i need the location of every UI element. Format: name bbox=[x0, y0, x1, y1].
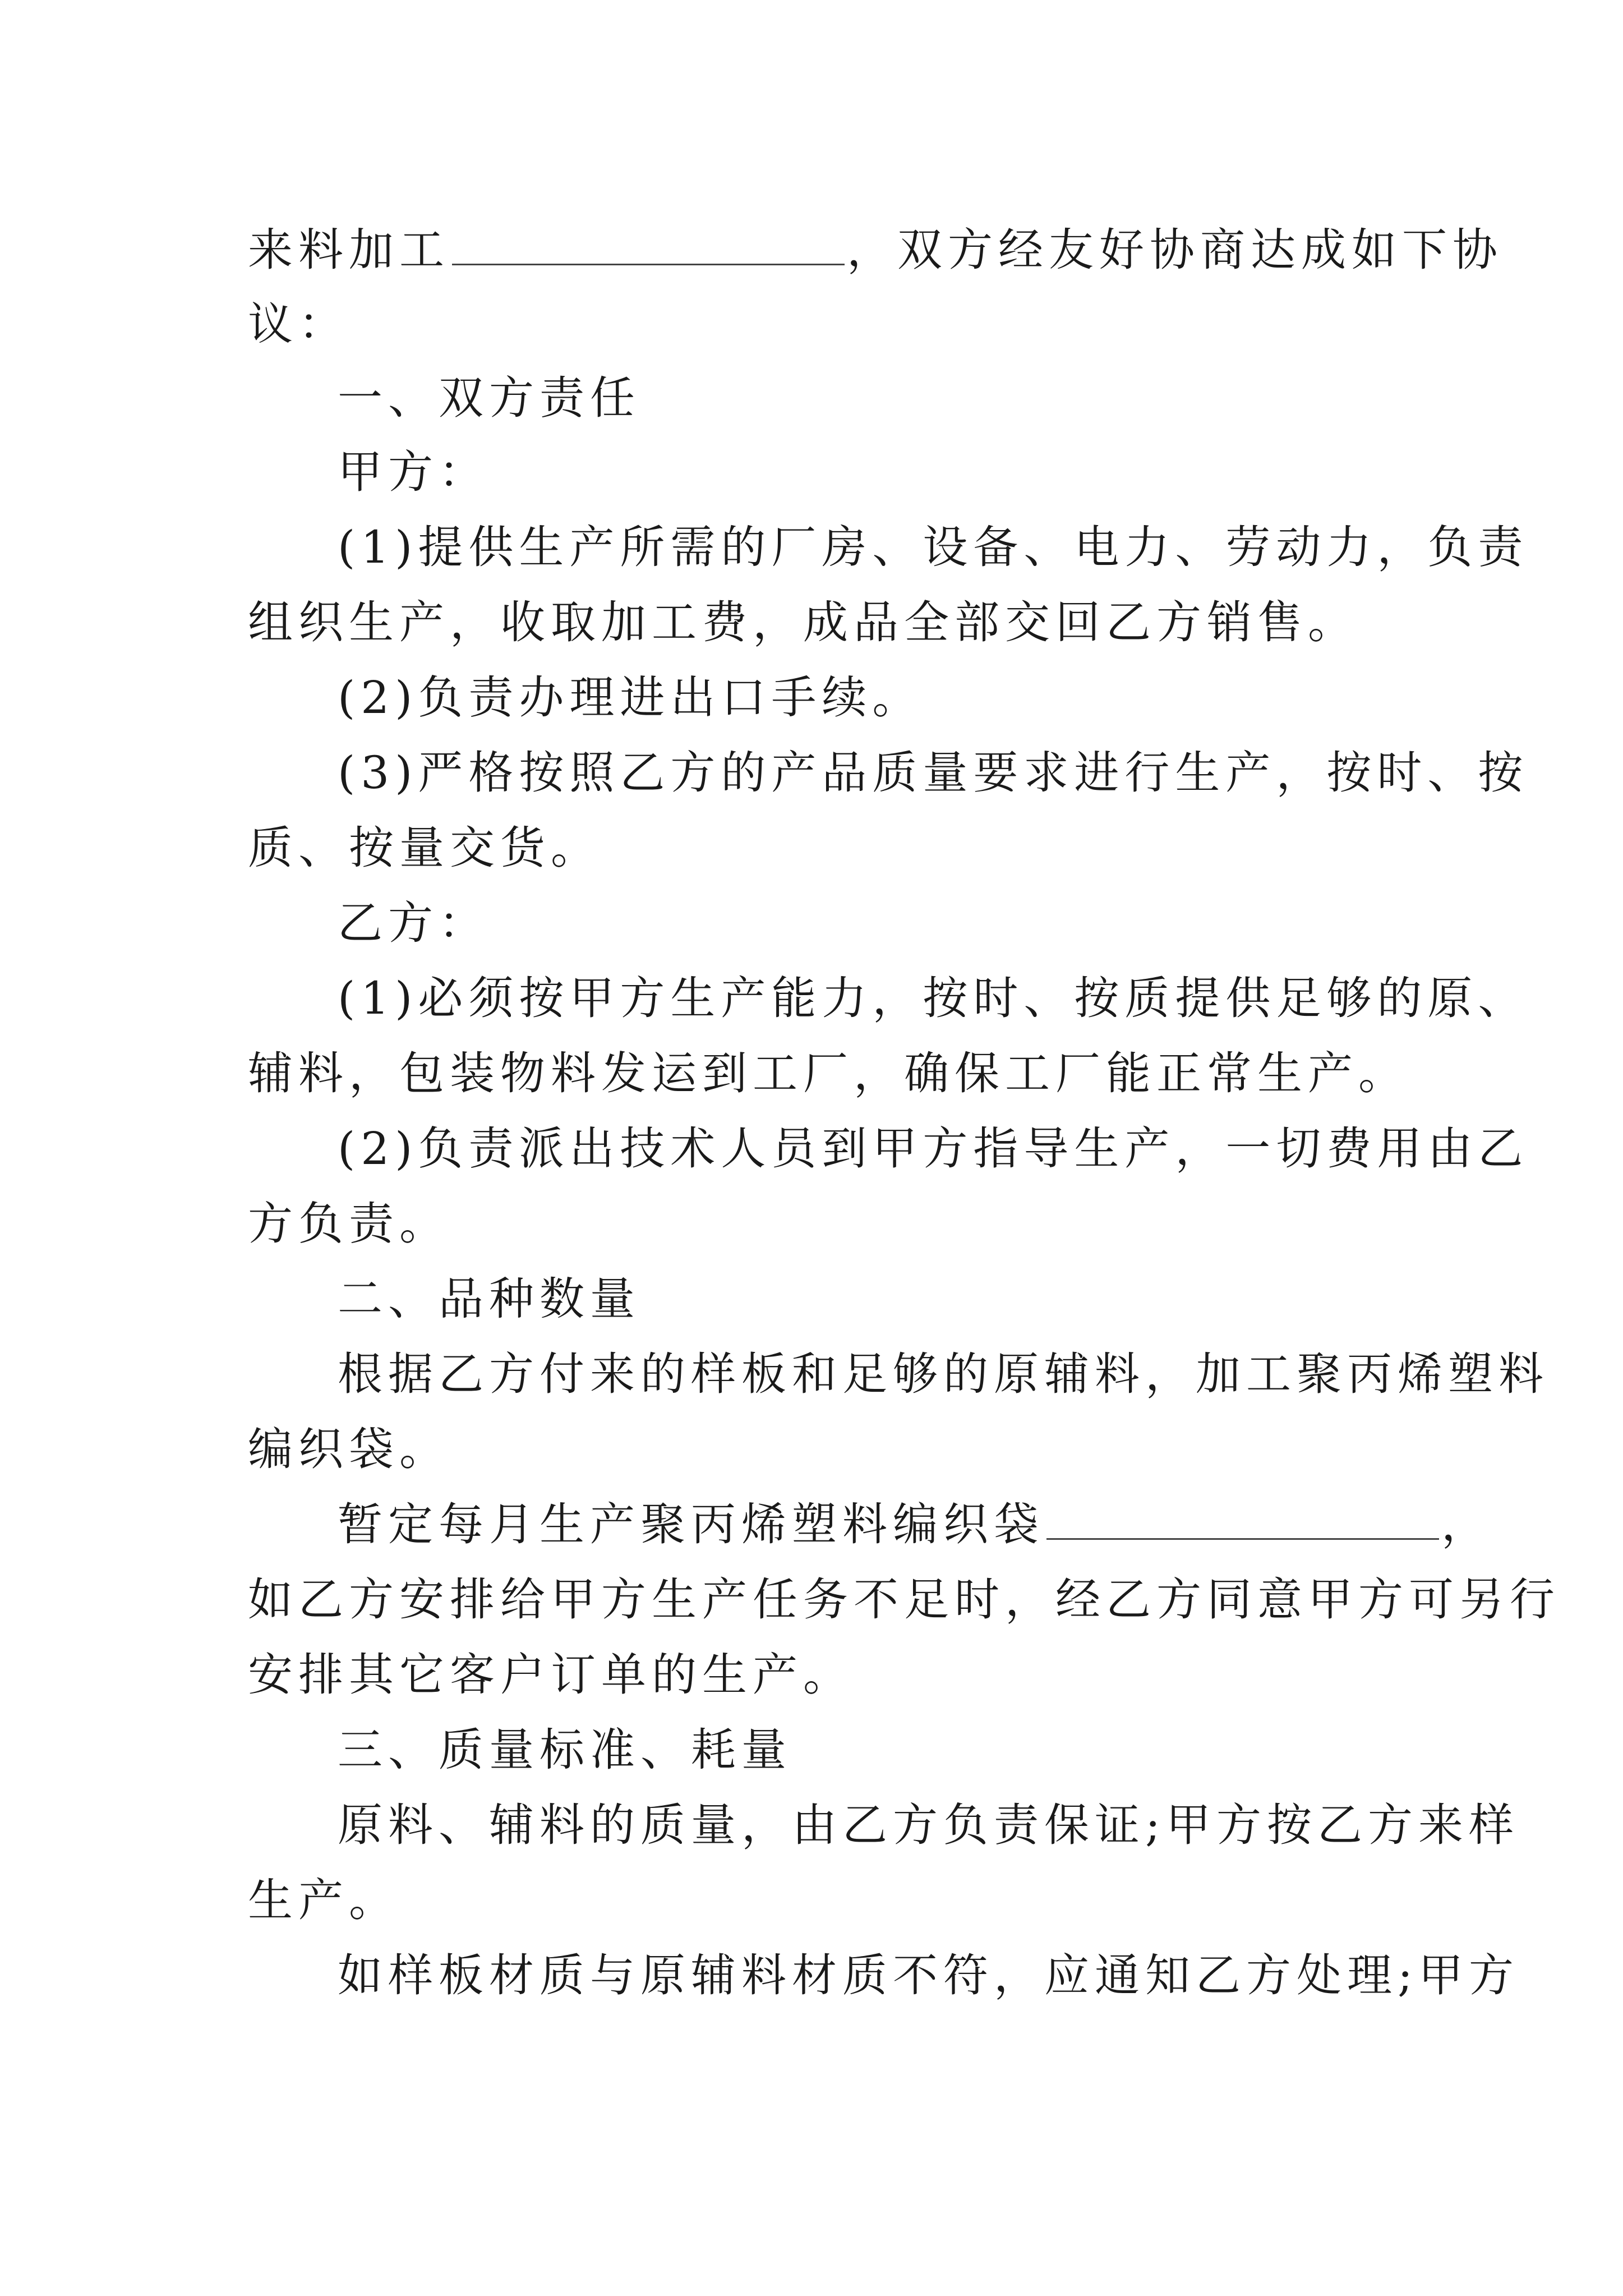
section-heading: 二、品种数量 bbox=[338, 1273, 640, 1325]
section-heading: 一、双方责任 bbox=[338, 372, 640, 424]
text-line: 编织袋。 bbox=[248, 1423, 450, 1475]
text-line: (2)负责派出技术人员到甲方指导生产，一切费用由乙 bbox=[338, 1122, 1529, 1175]
text-line bbox=[248, 223, 1503, 277]
text-line: (1)提供生产所需的厂房、设备、电力、劳动力，负责 bbox=[338, 521, 1529, 573]
text-line: (3)严格按照乙方的产品质量要求进行生产，按时、按 bbox=[338, 747, 1529, 799]
text-line: (2)负责办理进出口手续。 bbox=[338, 671, 923, 724]
text-line: 安排其它客户订单的生产。 bbox=[248, 1649, 854, 1701]
text-segment: 来料加工 bbox=[248, 224, 450, 276]
text-line: 辅料，包装物料发运到工厂，确保工厂能正常生产。 bbox=[248, 1047, 1409, 1099]
text-line: 质、按量交货。 bbox=[248, 822, 601, 874]
text-line: 如样板材质与原辅料材质不符，应通知乙方处理;甲方 bbox=[338, 1949, 1519, 2001]
party-heading: 甲方： bbox=[338, 446, 489, 498]
text-line: 方负责。 bbox=[248, 1198, 450, 1250]
text-segment: ，双方经友好协商达成如下协 bbox=[847, 224, 1503, 276]
text-line: (1)必须按甲方生产能力，按时、按质提供足够的原、 bbox=[338, 972, 1529, 1024]
fill-in-blank[interactable] bbox=[452, 227, 845, 265]
text-line: 议： bbox=[248, 298, 349, 350]
text-line: 组织生产，收取加工费，成品全部交回乙方销售。 bbox=[248, 596, 1358, 648]
text-segment: 暂定每月生产聚丙烯塑料编织袋 bbox=[338, 1498, 1044, 1550]
text-line: 原料、辅料的质量，由乙方负责保证;甲方按乙方来样 bbox=[338, 1799, 1519, 1851]
text-line: 生产。 bbox=[248, 1874, 399, 1926]
text-line bbox=[338, 1498, 1492, 1552]
section-heading: 三、质量标准、耗量 bbox=[338, 1724, 792, 1776]
fill-in-blank[interactable] bbox=[1046, 1501, 1439, 1540]
text-line: 根据乙方付来的样板和足够的原辅料，加工聚丙烯塑料 bbox=[338, 1348, 1549, 1400]
text-line: 如乙方安排给甲方生产任务不足时，经乙方同意甲方可另行 bbox=[248, 1573, 1560, 1626]
text-segment: ， bbox=[1441, 1498, 1492, 1550]
party-heading: 乙方： bbox=[338, 897, 489, 949]
